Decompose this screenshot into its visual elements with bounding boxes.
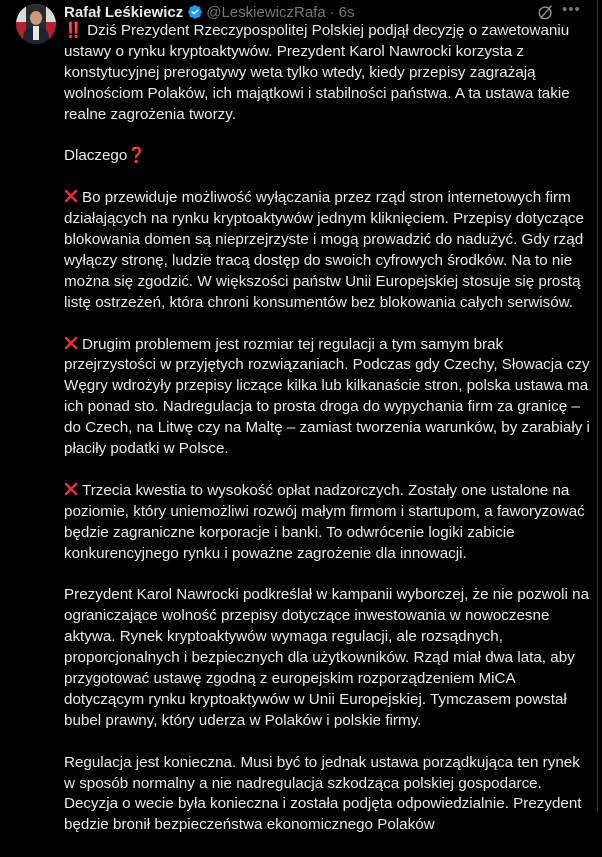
polish-flag-icon — [438, 817, 457, 831]
avatar[interactable] — [16, 4, 56, 44]
post-header — [64, 2, 355, 22]
cross-mark-icon — [64, 482, 78, 496]
separator-dot: · — [329, 3, 335, 21]
cross-mark-icon — [64, 189, 78, 203]
paragraph-reason-3: Trzecia kwestia to wysokość opłat nadzorczych. Zostały one ustalone na poziomie, który uniemożliwi rozwój małym firmom i startupom, a faworyzować będzie zagraniczne korporacje i banki. To odwrócenie logiki zabicie konkurencyjnego rynku i poważne zagrożenie dla innowacji. — [64, 481, 585, 562]
post-body — [64, 21, 594, 857]
question-mark-icon: ❓ — [127, 147, 147, 165]
avatar-head — [30, 11, 42, 25]
paragraph-reason-1: Bo przewiduje możliwość wyłączania przez rząd stron internetowych firm działających na rynku kryptoaktywów jednym kliknięciem. Przepisy dotyczące blokowania domen są nieprzejrzyste i mogą prowadzić do nadużyć. Gdy rząd wyłączy stronę, ludzie tracą dostęp do swoich cyfrowych środków. Na to nie można się zgodzić. W większości państw Unii Europejskiej stosuje się prostą listę ostrzeżeń, która chroni konsumentów bez blokowania całych serwisów. — [64, 189, 584, 311]
avatar-shirt — [33, 26, 39, 40]
paragraph-intro: ‼️ Dziś Prezydent Rzeczypospolitej Polskiej podjął decyzję o zawetowaniu ustawy o rynku kryptoaktywów. Prezydent Karol Nawrocki korzysta z konstytucyjnej prerogatywy weta tylko wtedy, kiedy przepisy zagrażają wolnościom Polaków, ich majątkowi i stabilności państwa. A ta ustawa takie realne zagrożenia tworzy. — [64, 22, 570, 123]
double-exclamation-icon: ‼️ — [64, 22, 83, 39]
paragraph-why: Dlaczego❓ — [64, 147, 147, 165]
paragraph-reason-2: Drugim problemem jest rozmiar tej regulacji a tym samym brak przejrzystości w przyjętych rozwiązaniach. Podczas gdy Czechy, Słowacja czy Węgry wdrożyły przepisy liczące kilka lub kilkanaście stron, polska ustawa ma ich ponad sto. Nadregulacja to prosta droga do wypychania firm za granicę – do Czech, na Litwę czy na Maltę – zamiast tworzenia warunków, by zarabiały i płaciły podatki w Polsce. — [64, 335, 590, 458]
cross-mark-icon — [64, 336, 78, 350]
timeline-column-border — [597, 0, 598, 811]
author-name[interactable]: Rafał Leśkiewicz — [64, 3, 184, 21]
paragraph-conclusion: Regulacja jest konieczna. Musi być to jednak ustawa porządkująca ten rynek w sposób normalny a nie nadregulacja szkodząca polskiej gospodarce. Decyzja o wecie była konieczna i została podjęta odpowiedzialnie. Prezydent będzie bronił bezpieczeństwa ekonomicznego Polaków — [64, 753, 582, 834]
grok-icon[interactable] — [537, 3, 555, 21]
post-timestamp[interactable]: 6s — [338, 3, 355, 21]
verified-badge-icon — [187, 4, 203, 20]
more-options-icon[interactable]: ••• — [562, 1, 581, 18]
paragraph-campaign: Prezydent Karol Nawrocki podkreślał w kampanii wyborczej, że nie pozwoli na ograniczające wolność przepisy dotyczące inwestowania w nowoczesne aktywa. Rynek kryptoaktywów wymaga regulacji, ale rozsądnych, proporcjonalnych i bezpiecznych dla użytkowników. Rząd miał dwa lata, aby przygotować ustawę zgodną z europejskim rozporządzeniem MiCA dotyczącym rynku kryptoaktywów w Unii Europejskiej. Tymczasem powstał bubel prawny, który uderza w Polaków i polskie firmy. — [64, 586, 590, 729]
author-handle[interactable]: @LeskiewiczRafa — [206, 3, 326, 21]
